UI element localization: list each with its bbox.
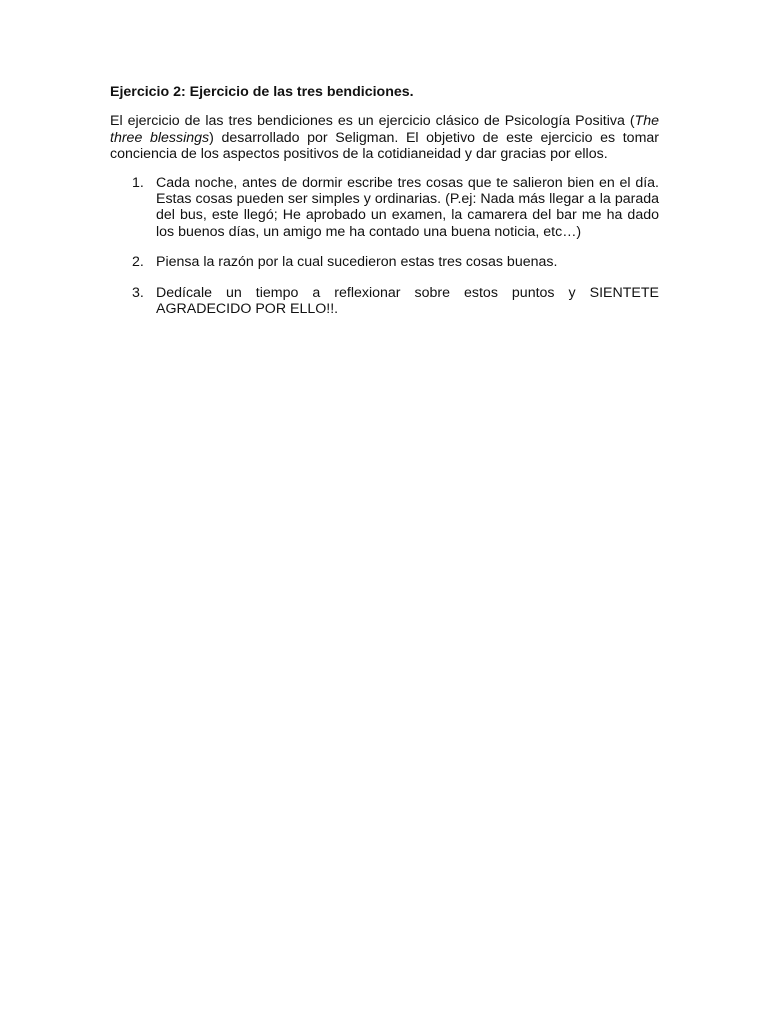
list-item (110, 175, 659, 241)
list-item-text: Dedícale un tiempo a reflexionar sobre estos puntos y SIENTETE AGRADECIDO POR ELLO!!. (156, 284, 659, 318)
list-item-number: 3. (132, 284, 144, 301)
exercise-heading: Ejercicio 2: Ejercicio de las tres bendiciones. (110, 84, 414, 100)
intro-italic-title: The three blessings (110, 113, 659, 146)
list-item-text: Piensa la razón por la cual sucedieron estas tres cosas buenas. (156, 254, 558, 271)
list-item-number: 2. (132, 254, 144, 271)
list-item-text: Cada noche, antes de dormir escribe tres cosas que te salieron bien en el día. Estas cosas pueden ser simples y ordinarias. (P.ej: Nada más llegar a la parada del bus, este llegó; He aprobado un examen, la camarera del bar me ha dado los buenos días, un amigo me ha contado una buena noticia, etc…) (156, 174, 659, 240)
list-item (110, 285, 659, 318)
list-item (110, 254, 659, 270)
intro-paragraph (110, 113, 659, 162)
intro-text-end: ) desarrollado por Seligman. El objetivo de este ejercicio es tomar conciencia de los aspectos positivos de la cotidianeidad y dar gracias por ellos. (110, 129, 660, 163)
list-item-number: 1. (132, 174, 144, 191)
steps-list (110, 175, 659, 318)
intro-text-start: El ejercicio de las tres bendiciones es un ejercicio clásico de Psicología Positiva ( (110, 113, 635, 130)
document-page (110, 84, 659, 331)
